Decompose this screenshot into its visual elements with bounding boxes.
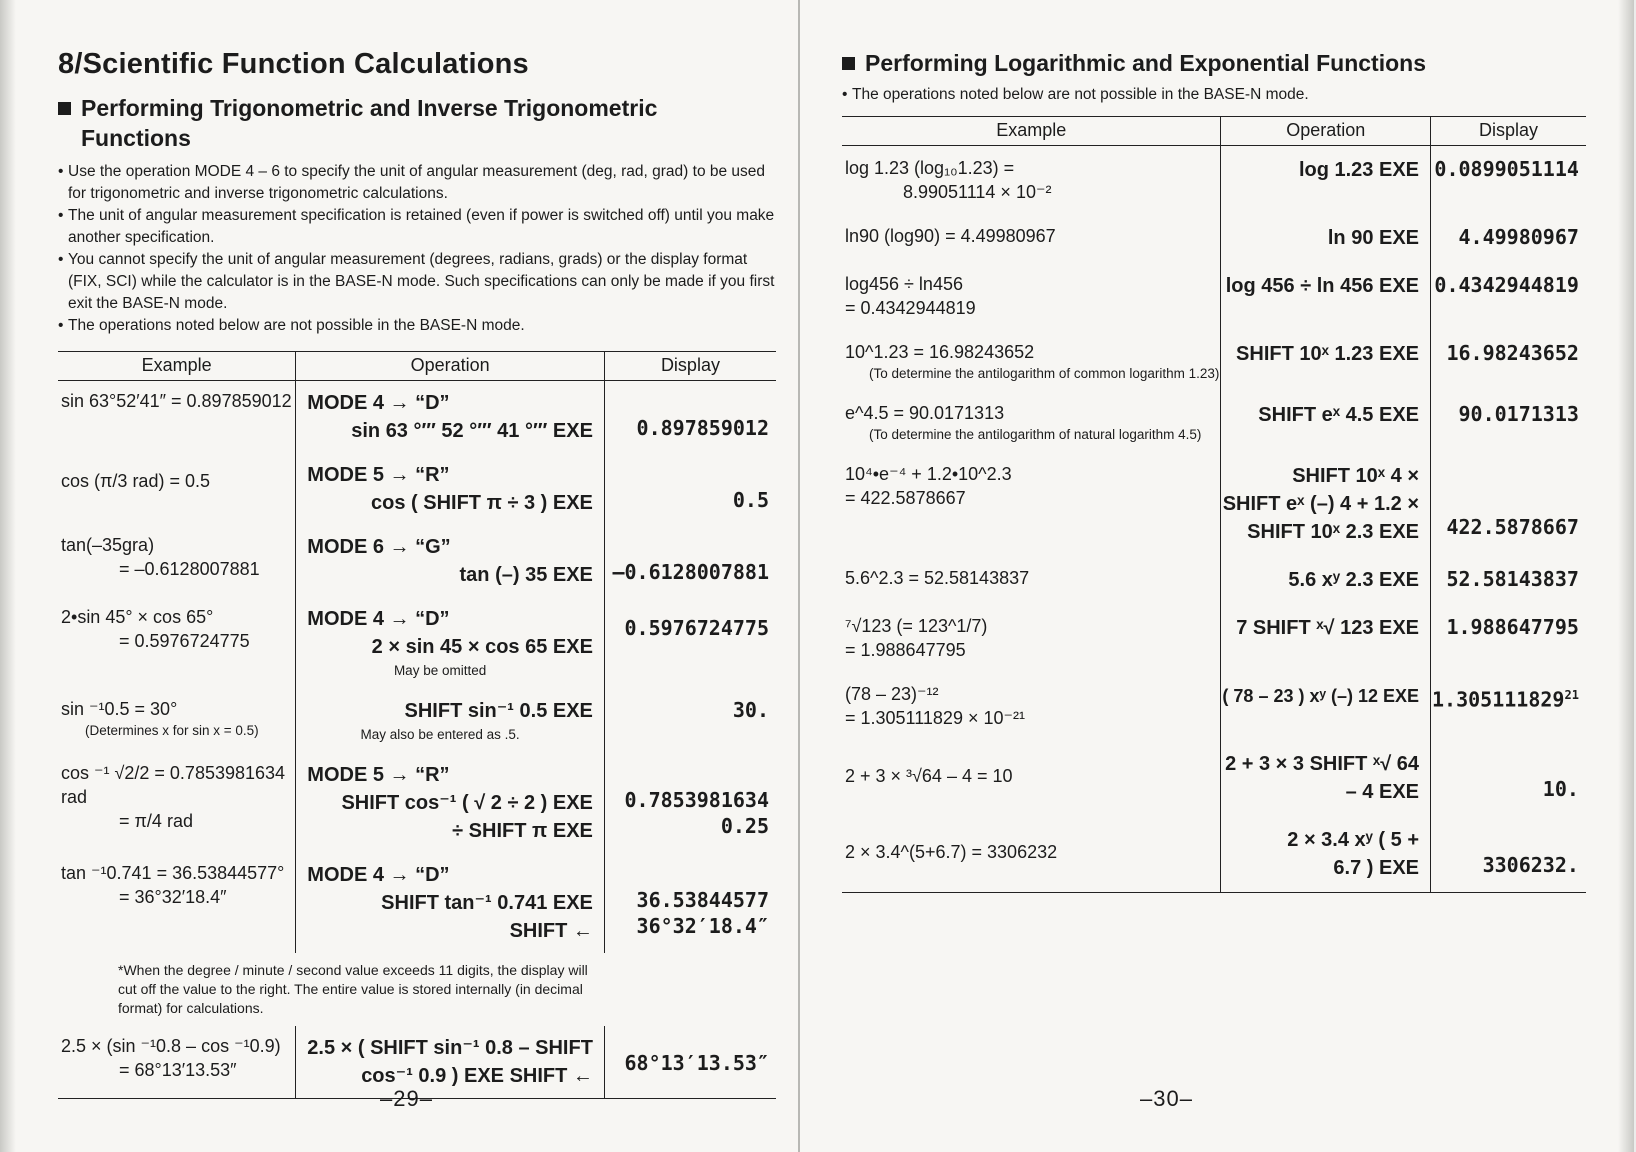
table-header-row [842, 117, 1586, 146]
table-row [842, 146, 1586, 215]
example-text: 2.5 × (sin ⁻¹0.8 – cos ⁻¹0.9) [61, 1036, 281, 1056]
page-number: –30– [1140, 1086, 1193, 1111]
table-row [842, 740, 1586, 816]
display-value: 0.5976724775 [624, 616, 769, 640]
display-value: 16.98243652 [1446, 341, 1579, 365]
example-text: tan(–35gra) [61, 535, 155, 555]
operation-line: 7 SHIFT ˣ√ 123 EXE [1236, 617, 1420, 639]
example-result: = 36°32′18.4″ [119, 887, 227, 907]
operation-line: SHIFT 10ˣ 2.3 EXE [1247, 521, 1420, 543]
page-edge-shadow [0, 0, 16, 1152]
display-value: 0.897859012 [636, 416, 769, 440]
example-text: sin ⁻¹0.5 = 30° [61, 699, 178, 719]
table-row [842, 330, 1586, 391]
operation-line: SHIFT 10ˣ 4 × [1292, 465, 1420, 487]
note-item: • The operations noted below are not possible in the BASE-N mode. [58, 315, 776, 337]
example-text: log 1.23 (log₁₀1.23) = [845, 158, 1015, 178]
display-value: 52.58143837 [1446, 567, 1579, 591]
operation-line: SHIFT eˣ (–) 4 + 1.2 × [1222, 493, 1420, 515]
table-row [58, 525, 776, 597]
table-row [58, 453, 776, 525]
bullet-square-icon [58, 102, 71, 115]
example-result: = 1.988647795 [845, 640, 966, 660]
header-display: Display [1431, 117, 1586, 146]
section-title-line-1: Performing Trigonometric and Inverse Trigonometric [81, 95, 658, 121]
table-row [58, 853, 776, 953]
section-title-log: Performing Logarithmic and Exponential Functions [842, 48, 1580, 78]
trig-table [58, 351, 776, 1099]
note-item: • Use the operation MODE 4 – 6 to specify the unit of angular measurement (deg, rad, grad) to be used for trigonometric and inverse trigonometric calculations. [58, 161, 776, 205]
operation-line: MODE 4 → “D” [307, 864, 450, 886]
example-note: (Determines x for sin x = 0.5) [85, 723, 259, 738]
display-value: 422.5878667 [1446, 515, 1579, 539]
display-value: 68°13′13.53″ [624, 1051, 769, 1075]
operation-line: SHIFT eˣ 4.5 EXE [1258, 404, 1420, 426]
example-text: 2 × 3.4^(5+6.7) = 3306232 [845, 842, 1058, 862]
example-result: = 0.5976724775 [119, 631, 250, 651]
display-value: 0.7853981634 [624, 788, 769, 812]
operation-line: 6.7 ) EXE [1333, 857, 1420, 879]
table-row [842, 391, 1586, 452]
operation-line: – 4 EXE [1345, 781, 1420, 803]
example-note: (To determine the antilogarithm of natural logarithm 4.5) [869, 427, 1202, 442]
display-value: 0.25 [720, 814, 769, 838]
operation-line: SHIFT cos⁻¹ ( √ 2 ÷ 2 ) EXE [341, 792, 593, 814]
page-30 [800, 0, 1634, 1152]
example-text: 5.6^2.3 = 52.58143837 [845, 568, 1030, 588]
table-row [842, 816, 1586, 893]
display-value: 36°32′18.4″ [636, 914, 769, 938]
operation-line: SHIFT tan⁻¹ 0.741 EXE [381, 892, 593, 914]
example-text: 10⁴•e⁻⁴ + 1.2•10^2.3 [845, 464, 1012, 484]
example-result: = 1.305111829 × 10⁻²¹ [845, 708, 1025, 728]
display-value [1432, 682, 1585, 713]
table-row [842, 262, 1586, 330]
operation-line: cos ( SHIFT π ÷ 3 ) EXE [371, 492, 593, 514]
table-row [58, 689, 776, 753]
table-row [58, 753, 776, 853]
display-value: 0.0899051114 [1434, 157, 1579, 181]
example-text: 10^1.23 = 16.98243652 [845, 342, 1035, 362]
table-header-row [58, 352, 776, 381]
display-value: 10. [1542, 777, 1579, 801]
operation-line: 2.5 × ( SHIFT sin⁻¹ 0.8 – SHIFT [307, 1037, 593, 1059]
operation-line: 2 + 3 × 3 SHIFT ˣ√ 64 [1225, 753, 1420, 775]
table-row [58, 597, 776, 689]
operation-line: SHIFT 10ˣ 1.23 EXE [1236, 343, 1420, 365]
note-item: • You cannot specify the unit of angular measurement (degrees, radians, grads) or the display format (FIX, SCI) while the calculator is in the BASE-N mode. Such specifications can only be made if you first exit the BASE-N mode. [58, 249, 776, 315]
operation-note: May also be entered as .5. [360, 727, 520, 742]
bullet-square-icon [842, 57, 855, 70]
example-result: = 422.5878667 [845, 488, 966, 508]
header-display: Display [604, 352, 776, 381]
example-result: = 0.4342944819 [845, 298, 976, 318]
note-item: • The operations noted below are not possible in the BASE-N mode. [842, 86, 1580, 104]
operation-line: sin 63 °′″ 52 °′″ 41 °′″ EXE [351, 420, 593, 442]
operation-line: MODE 4 → “D” [307, 392, 450, 414]
header-example: Example [58, 352, 296, 381]
example-text: ⁷√123 (= 123^1/7) [845, 616, 988, 636]
footnote-row [58, 953, 776, 1026]
example-text: 2 + 3 × ³√64 – 4 = 10 [845, 766, 1013, 786]
table-row [58, 381, 776, 454]
example-text: e^4.5 = 90.0171313 [845, 403, 1005, 423]
display-value: 30. [732, 698, 769, 722]
display-value: 0.4342944819 [1434, 273, 1579, 297]
example-result: = π/4 rad [119, 811, 193, 831]
display-value: 0.5 [732, 488, 769, 512]
header-operation: Operation [296, 352, 605, 381]
operation-line: MODE 5 → “R” [307, 464, 450, 486]
display-value: 1.988647795 [1446, 615, 1579, 639]
operation-line: SHIFT sin⁻¹ 0.5 EXE [404, 700, 593, 722]
display-value: 3306232. [1482, 853, 1579, 877]
notes-list [58, 161, 776, 337]
example-text: ln90 (log90) = 4.49980967 [845, 226, 1056, 246]
example-text: log456 ÷ ln456 [845, 274, 963, 294]
section-title-line-2: Functions [81, 125, 191, 151]
table-row [842, 214, 1586, 262]
example-text: cos ⁻¹ √2/2 = 0.7853981634 rad [61, 763, 286, 807]
example-result: = 68°13′13.53″ [119, 1060, 237, 1080]
header-operation: Operation [1221, 117, 1431, 146]
footnote-text: *When the degree / minute / second value exceeds 11 digits, the display will cut off the value to the right. The entire value is stored internally (in decimal format) for calculations. [118, 962, 588, 1016]
page-29 [0, 0, 800, 1152]
operation-note: May be omitted [393, 663, 487, 678]
example-text: tan ⁻¹0.741 = 36.53844577° [61, 863, 285, 883]
display-value: 4.49980967 [1458, 225, 1579, 249]
operation-line: ÷ SHIFT π EXE [452, 820, 593, 842]
page-number: –29– [380, 1086, 433, 1111]
operation-line: log 456 ÷ ln 456 EXE [1225, 275, 1420, 297]
section-title-trig [58, 93, 776, 153]
example-note: (To determine the antilogarithm of common logarithm 1.23) [869, 366, 1220, 381]
example-text: sin 63°52′41″ = 0.897859012 [61, 391, 292, 411]
operation-line: tan (–) 35 EXE [459, 564, 593, 586]
operation-line: 2 × 3.4 xʸ ( 5 + [1287, 829, 1420, 851]
operation-line: log 1.23 EXE [1298, 159, 1420, 181]
operation-line: MODE 4 → “D” [307, 608, 450, 630]
table-row [842, 672, 1586, 740]
operation-line: cos⁻¹ 0.9 ) EXE SHIFT ← [361, 1065, 593, 1087]
operation-line: MODE 6 → “G” [307, 536, 451, 558]
operation-line: MODE 5 → “R” [307, 764, 450, 786]
note-item: • The unit of angular measurement specification is retained (even if power is switched off) until you make another specification. [58, 205, 776, 249]
example-text: 2•sin 45° × cos 65° [61, 607, 214, 627]
operation-line: ln 90 EXE [1327, 227, 1420, 249]
operation-line: 2 × sin 45 × cos 65 EXE [371, 636, 593, 658]
chapter-title: 8/Scientific Function Calculations [58, 48, 529, 80]
log-table [842, 116, 1586, 893]
example-result: = –0.6128007881 [119, 559, 260, 579]
table-row [842, 556, 1586, 604]
operation-line: 5.6 xʸ 2.3 EXE [1288, 569, 1420, 591]
page-edge-shadow [1618, 0, 1634, 1152]
example-result: 8.99051114 × 10⁻² [903, 182, 1052, 202]
operation-line: ( 78 – 23 ) xʸ (–) 12 EXE [1222, 686, 1420, 706]
table-row [842, 452, 1586, 556]
header-example: Example [842, 117, 1221, 146]
display-value: 90.0171313 [1458, 402, 1579, 426]
operation-line: SHIFT ← [509, 920, 593, 942]
display-value: 36.53844577 [636, 888, 769, 912]
display-value: –0.6128007881 [612, 560, 769, 584]
table-row [842, 604, 1586, 672]
example-text: (78 – 23)⁻¹² [845, 684, 939, 704]
example-text: cos (π/3 rad) = 0.5 [61, 471, 210, 491]
display-exponent: 21 [1564, 688, 1579, 702]
display-mantissa: 1.305111829 [1432, 687, 1565, 712]
